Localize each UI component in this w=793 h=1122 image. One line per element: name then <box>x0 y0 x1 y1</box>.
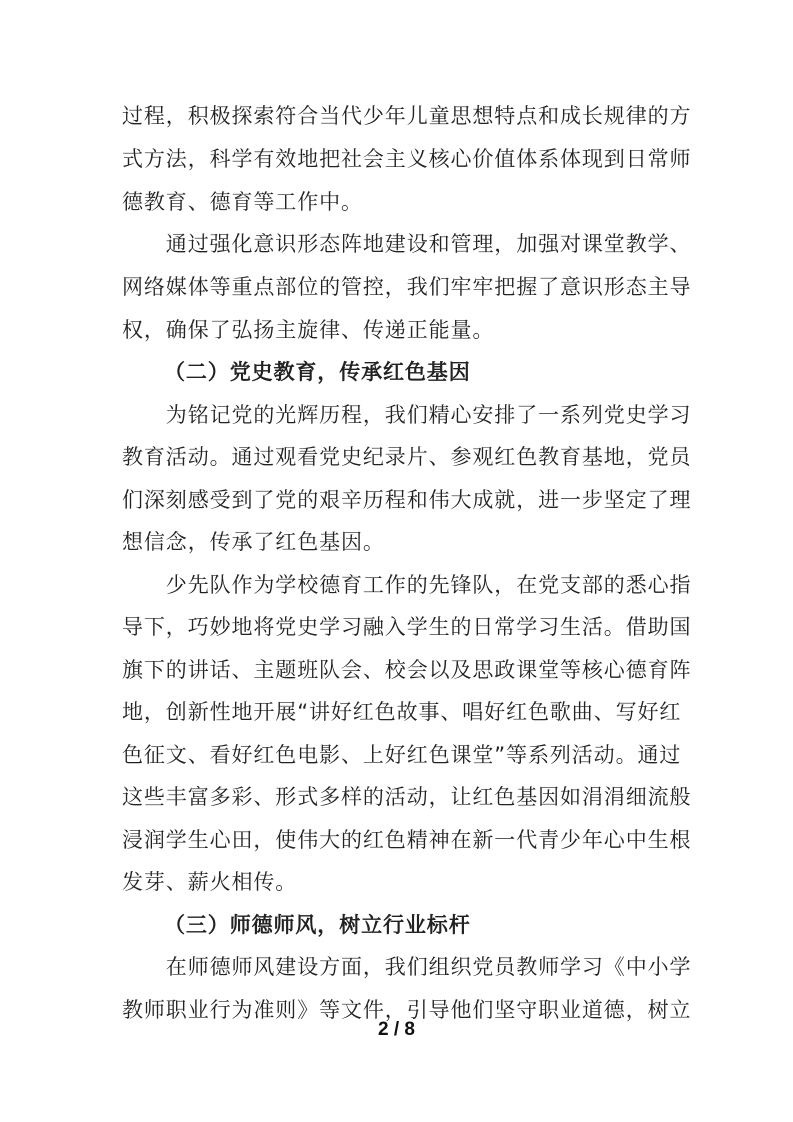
body-text-line: 德教育、德育等工作中。 <box>122 190 363 214</box>
body-text-line: 通过强化意识形态阵地建设和管理，加强对课堂教学、 <box>122 232 692 256</box>
body-text-line: 过程，积极探索符合当代少年儿童思想特点和成长规律的方 <box>122 104 692 128</box>
body-text-line: 色征文、看好红色电影、上好红色课堂”等系列活动。通过 <box>122 743 682 767</box>
body-text-line: 想信念，传承了红色基因。 <box>122 530 385 554</box>
body-text-line: 在师德师风建设方面，我们组织党员教师学习《中小学 <box>122 955 692 979</box>
body-text-line: 为铭记党的光辉历程，我们精心安排了一系列党史学习 <box>122 403 692 427</box>
body-text-line: 发芽、薪火相传。 <box>122 870 298 894</box>
body-text-line: 们深刻感受到了党的艰辛历程和伟大成就，进一步坚定了理 <box>122 488 692 512</box>
body-text-line: 网络媒体等重点部位的管控，我们牢牢把握了意识形态主导 <box>122 275 692 299</box>
body-text-line: 导下，巧妙地将党史学习融入学生的日常学习生活。借助国 <box>122 615 692 639</box>
body-text-line: 少先队作为学校德育工作的先锋队，在党支部的悉心指 <box>122 573 692 597</box>
body-text-line: 这些丰富多彩、形式多样的活动，让红色基因如涓涓细流般 <box>122 785 692 809</box>
body-text-line: 浸润学生心田，使伟大的红色精神在新一代青少年心中生根 <box>122 828 692 852</box>
body-text-line: 教师职业行为准则》等文件，引导他们坚守职业道德，树立 <box>122 998 692 1022</box>
body-text-line: 教育活动。通过观看党史纪录片、参观红色教育基地，党员 <box>122 445 692 469</box>
body-text-line: 地，创新性地开展“讲好红色故事、唱好红色歌曲、写好红 <box>122 700 682 724</box>
section-heading: （二）党史教育，传承红色基因 <box>164 360 471 384</box>
body-text-line: 式方法，科学有效地把社会主义核心价值体系体现到日常师 <box>122 147 692 171</box>
page-number: 2 / 8 <box>378 1019 415 1040</box>
body-text-line: 旗下的讲话、主题班队会、校会以及思政课堂等核心德育阵 <box>122 658 692 682</box>
body-text-line: 权，确保了弘扬主旋律、传递正能量。 <box>122 318 495 342</box>
section-heading: （三）师德师风，树立行业标杆 <box>164 913 471 937</box>
